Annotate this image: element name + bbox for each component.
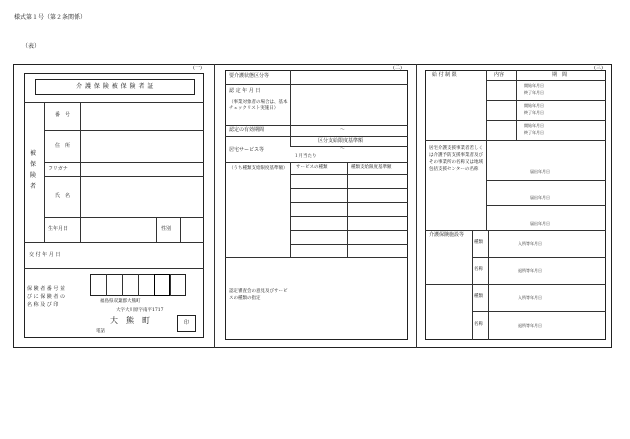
p2-line (225, 136, 408, 137)
sex-label: 性別 (161, 226, 172, 232)
benefit-limit-label: 給 付 制 限 (432, 72, 457, 78)
seal-label: 印 (184, 320, 190, 326)
insurer-label: 保険者番号並びに保険者の名称及び印 (27, 286, 67, 308)
side-label: （表） (22, 43, 41, 50)
p3-line (486, 100, 606, 101)
p2-line (290, 244, 408, 245)
p1-line (170, 274, 171, 296)
end-date-2: 終了年月日 (524, 110, 544, 115)
facility-type-1: 種類 (474, 240, 483, 245)
p3-line (486, 180, 606, 181)
p1-line (122, 274, 123, 296)
notify-date-2: 届出年月日 (530, 195, 550, 200)
p1-line (44, 176, 204, 177)
validity-label: 認定の有効期間 (229, 127, 265, 133)
p3-line (486, 140, 487, 230)
end-date-3: 終了年月日 (524, 130, 544, 135)
period-col: 期 間 (552, 72, 568, 78)
type-limit-col: 種類支給限度基準額 (351, 165, 392, 170)
p2-line (225, 125, 408, 126)
number-label: 番 号 (55, 112, 71, 118)
fold-line-1 (214, 64, 215, 348)
insurer-address: 福島県双葉郡大熊町 (100, 299, 141, 304)
p3-line (486, 80, 606, 81)
p2-line (347, 162, 348, 257)
admit-date-2: 入所等年月日 (518, 295, 542, 300)
insurer-name: 大 熊 町 (110, 316, 150, 325)
p2-line (225, 257, 408, 258)
start-date-1: 開始年月日 (524, 83, 544, 88)
p3-line (472, 230, 473, 340)
type-limit-label: （うち種類支給限度基準額） (229, 166, 288, 171)
p1-line (180, 217, 181, 242)
p3-line (472, 311, 606, 312)
furigana-label: フリガナ (48, 166, 68, 172)
p3-line (425, 284, 606, 285)
p1-line (24, 268, 204, 269)
p1-line (156, 217, 157, 242)
end-date-1: 終了年月日 (524, 90, 544, 95)
p2-line (290, 162, 291, 257)
facility-name-2: 名称 (474, 322, 483, 327)
facility-type-2: 種類 (474, 294, 483, 299)
p2-line (290, 202, 408, 203)
form-number: 様式第１号（第２条関係） (14, 14, 87, 21)
p3-line (486, 120, 606, 121)
issue-date-label: 交 付 年 月 日 (29, 252, 61, 258)
p1-line (44, 130, 204, 131)
p1-line (44, 102, 45, 242)
p2-line (290, 230, 408, 231)
content-col: 内容 (494, 72, 505, 78)
card-title: 介 護 保 険 被 保 険 者 証 (76, 83, 154, 90)
p1-line (80, 102, 81, 242)
insurer-address-2: 大字大川原字南平1717 (116, 308, 164, 313)
per-month: １月当たり (294, 154, 317, 159)
p2-line (225, 162, 408, 163)
service-type-col: サービスの種類 (296, 165, 328, 170)
p2-line (290, 70, 291, 146)
facility-name-1: 名称 (474, 267, 483, 272)
p2-line (290, 146, 408, 147)
care-level-label: 要介護状態区分等 (229, 73, 270, 79)
p3-line (488, 230, 489, 340)
opinion-label: 認定審査会の意見及びサービスの種類の指定 (229, 289, 288, 301)
fold-line-2 (416, 64, 417, 348)
p2-line (290, 174, 408, 175)
provider-label: 居宅介護支援事業者若しくは介護予防支援事業者及びその事業所の名称又は地域包括支援センターの名称 (429, 146, 483, 172)
admit-date-1: 入所等年月日 (518, 241, 542, 246)
p3-line (472, 257, 606, 258)
limit-header: 区分支給限度基準額 (318, 138, 364, 144)
insured-label: 被保険者 (29, 150, 36, 190)
service-label: 居宅サービス等 (229, 147, 265, 153)
panel-number-1: (一) (193, 65, 202, 71)
insurer-number-highlight (154, 274, 170, 296)
p2-line (225, 84, 408, 85)
facility-label: 介護保険施設等 (429, 232, 465, 238)
limit-sep: ～ (340, 146, 346, 152)
notify-date-3: 届出年月日 (530, 221, 550, 226)
name-label: 氏 名 (55, 193, 71, 199)
start-date-3: 開始年月日 (524, 123, 544, 128)
cert-date-label: 認 定 年 月 日 (229, 88, 261, 94)
p1-line (138, 274, 139, 296)
birthdate-label: 生年月日 (48, 226, 69, 232)
start-date-2: 開始年月日 (524, 103, 544, 108)
cert-date-note: （事業対象者の場合は、基本チェックリスト実施日） (229, 100, 288, 111)
p3-line (425, 230, 606, 231)
panel-number-3: (三) (594, 65, 603, 71)
notify-date-1: 届出年月日 (530, 169, 550, 174)
discharge-date-2: 退所等年月日 (518, 323, 542, 328)
p1-line (106, 274, 107, 296)
discharge-date-1: 退所等年月日 (518, 268, 542, 273)
p1-line (44, 162, 204, 163)
validity-sep: ～ (340, 127, 346, 133)
p3-line (486, 205, 606, 206)
p2-line (290, 216, 408, 217)
p1-line (24, 242, 204, 243)
p1-line (24, 102, 204, 103)
p3-line (425, 140, 606, 141)
phone-label: 電話 (96, 329, 105, 334)
panel-number-2: (二) (393, 65, 402, 71)
p2-line (290, 188, 408, 189)
address-label: 住 所 (55, 143, 71, 149)
